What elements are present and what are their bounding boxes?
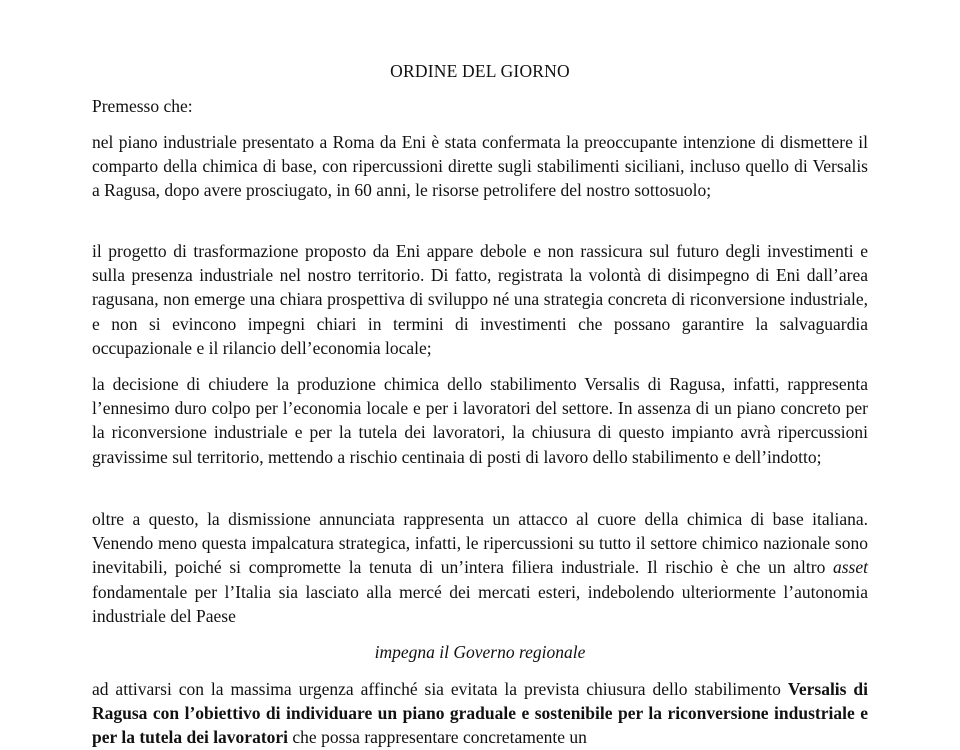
paragraph-4-italic: asset bbox=[833, 557, 868, 578]
resolution-text: ad attivarsi con la massima urgenza affinché sia evitata la prevista chiusura dello stabilimento bbox=[92, 679, 788, 699]
resolution-bold: Versalis di Ragusa con l’obiettivo di individuare un piano graduale e sostenibile per la riconversione industriale e per la tutela dei lavoratori bbox=[92, 679, 868, 748]
paragraph-4-text-end: fondamentale per l’Italia sia lasciato alla mercé dei mercati esteri, indebolendo ulteriormente l’autonomia industriale del Paese bbox=[92, 581, 868, 626]
document-title: ORDINE DEL GIORNO bbox=[390, 61, 570, 81]
paragraph-4 bbox=[92, 507, 868, 628]
paragraph-3: la decisione di chiudere la produzione chimica dello stabilimento Versalis di Ragusa, infatti, rappresenta l’ennesimo duro colpo per l’economia locale e per i lavoratori del settore. In assenza di un piano concreto per la riconversione industriale e per la tutela dei lavoratori, la chiusura di questo impianto avrà ripercussioni gravissime sul territorio, mettendo a rischio centinaia di posti di lavoro dello stabilimento e dell’indotto; bbox=[92, 374, 868, 467]
resolution-heading: impegna il Governo regionale bbox=[374, 642, 586, 662]
paragraph-2: il progetto di trasformazione proposto da Eni appare debole e non rassicura sul futuro degli investimenti e sulla presenza industriale nel nostro territorio. Di fatto, registrata la volontà di disimpegno di Eni dall’area ragusana, non emerge una chiara prospettiva di sviluppo né una strategia concreta di riconversione industriale, e non si evincono impegni chiari in termini di investimenti che possano garantire la salvaguardia occupazionale e il rilancio dell’economia locale; bbox=[92, 241, 868, 358]
resolution-text-end: che possa rappresentare concretamente un bbox=[288, 727, 587, 748]
paragraph-1: nel piano industriale presentato a Roma da Eni è stata confermata la preoccupante intenzione di dismettere il comparto della chimica di base, con ripercussioni dirette sugli stabilimenti siciliani, incluso quello di Versalis a Ragusa, dopo avere prosciugato, in 60 anni, le risorse petrolifere del nostro sottosuolo; bbox=[92, 132, 868, 201]
resolution-paragraph bbox=[92, 677, 868, 750]
preamble: Premesso che: bbox=[92, 96, 193, 116]
paragraph-4-text: oltre a questo, la dismissione annunciata rappresenta un attacco al cuore della chimica di base italiana. Venendo meno questa impalcatura strategica, infatti, le ripercussioni su tutto il settore chimico nazionale sono inevitabili, poiché si compromette la tenuta di un’intera filiera industriale. Il rischio è che un altro bbox=[92, 509, 868, 578]
